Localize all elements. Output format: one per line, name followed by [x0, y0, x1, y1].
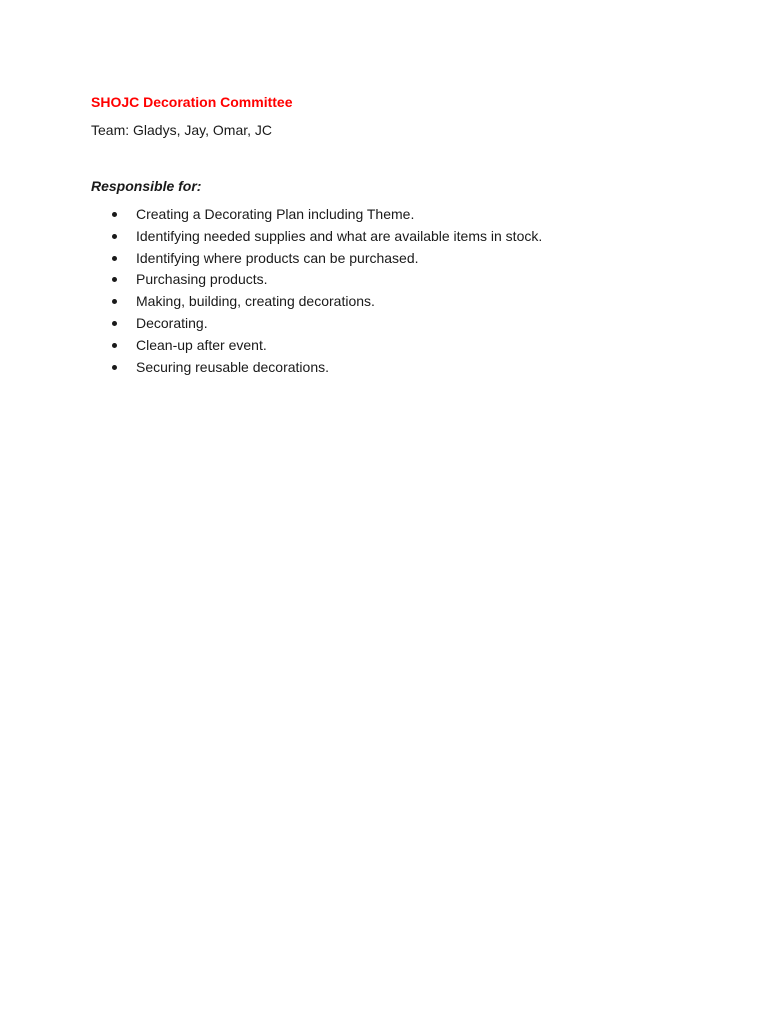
bullet-icon: [112, 277, 117, 282]
list-item-text: Creating a Decorating Plan including Theme.: [136, 206, 415, 222]
bullet-icon: [112, 343, 117, 348]
bullet-icon: [112, 321, 117, 326]
list-item-text: Identifying needed supplies and what are available items in stock.: [136, 227, 543, 244]
list-item-text: Purchasing products.: [136, 271, 268, 288]
bullet-icon: [112, 256, 117, 261]
list-item-text: Making, building, creating decorations.: [136, 293, 375, 310]
bullet-icon: [112, 234, 117, 239]
bullet-icon: [112, 365, 117, 370]
team-members: Team: Gladys, Jay, Omar, JC: [91, 122, 273, 138]
document-title: SHOJC Decoration Committee: [91, 94, 293, 110]
bullet-icon: [112, 299, 117, 304]
responsibilities-heading: Responsible for:: [91, 178, 202, 194]
list-item-text: Securing reusable decorations.: [136, 358, 330, 375]
list-item-text: Identifying where products can be purchased.: [136, 249, 419, 266]
list-item-text: Clean-up after event.: [136, 336, 267, 353]
list-item-text: Decorating.: [136, 314, 208, 331]
bullet-icon: [112, 212, 117, 217]
